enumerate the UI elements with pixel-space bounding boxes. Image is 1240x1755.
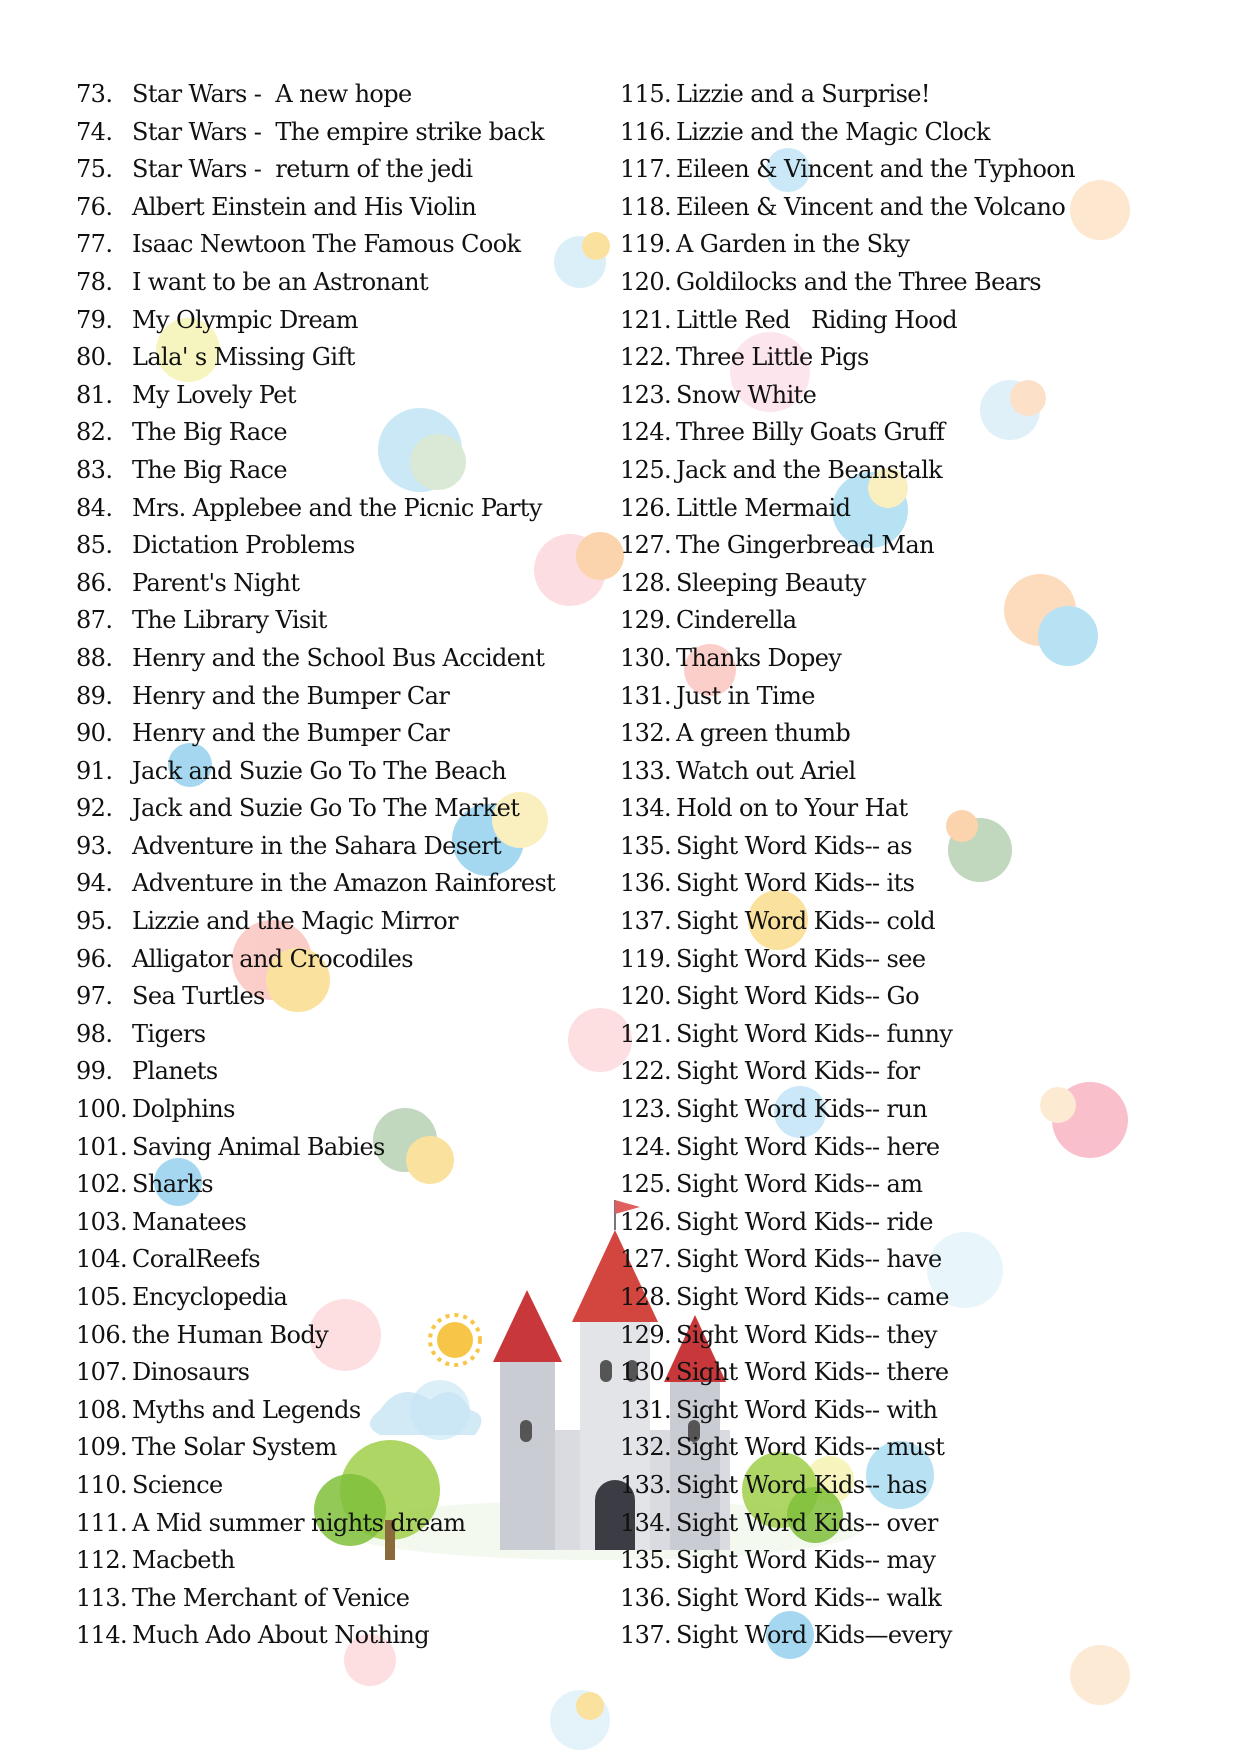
- item-number: 122.: [620, 343, 672, 372]
- item-title: Science: [132, 1470, 223, 1499]
- watercolor-dot: [1070, 1645, 1130, 1705]
- item-title: Lizzie and the Magic Mirror: [132, 907, 459, 936]
- item-title: Eileen & Vincent and the Typhoon: [676, 155, 1076, 184]
- item-number: 99.: [76, 1057, 113, 1086]
- item-number: 131.: [620, 681, 672, 710]
- item-title: Sight Word Kids-- here: [676, 1132, 940, 1161]
- item-number: 135.: [620, 1546, 672, 1575]
- list-item: [620, 1354, 1075, 1392]
- item-number: 90.: [76, 719, 113, 748]
- item-title: Jack and the Beanstalk: [676, 455, 943, 484]
- item-title: Sight Word Kids-- funny: [676, 1019, 953, 1048]
- list-item: [76, 114, 555, 152]
- list-item: [76, 1129, 555, 1167]
- item-number: 87.: [76, 606, 113, 635]
- item-title: My Olympic Dream: [132, 305, 358, 334]
- item-number: 129.: [620, 1320, 672, 1349]
- item-number: 132.: [620, 719, 672, 748]
- item-number: 119.: [620, 944, 672, 973]
- item-title: Henry and the Bumper Car: [132, 681, 450, 710]
- item-number: 130.: [620, 1358, 672, 1387]
- item-number: 133.: [620, 1470, 672, 1499]
- item-title: Dolphins: [132, 1095, 235, 1124]
- item-title: Sight Word Kids-- Go: [676, 982, 919, 1011]
- list-item: [620, 527, 1075, 565]
- item-number: 80.: [76, 343, 113, 372]
- list-item: [620, 76, 1075, 114]
- list-item: [620, 1580, 1075, 1618]
- item-number: 82.: [76, 418, 113, 447]
- item-number: 83.: [76, 455, 113, 484]
- item-number: 88.: [76, 643, 113, 672]
- item-title: I want to be an Astronant: [132, 267, 429, 296]
- item-number: 107.: [76, 1358, 128, 1387]
- list-item: [76, 1617, 555, 1655]
- list-item: [76, 865, 555, 903]
- item-title: Sight Word Kids-- have: [676, 1245, 942, 1274]
- item-number: 123.: [620, 380, 672, 409]
- list-item: [76, 1053, 555, 1091]
- item-number: 136.: [620, 1583, 672, 1612]
- item-number: 89.: [76, 681, 113, 710]
- item-title: The Merchant of Venice: [132, 1583, 410, 1612]
- list-item: [76, 1241, 555, 1279]
- list-item: [620, 678, 1075, 716]
- list-item: [620, 640, 1075, 678]
- item-number: 84.: [76, 493, 113, 522]
- item-number: 92.: [76, 794, 113, 823]
- item-title: Sight Word Kids-- am: [676, 1170, 923, 1199]
- item-number: 93.: [76, 831, 113, 860]
- list-item: [76, 1429, 555, 1467]
- item-number: 75.: [76, 155, 113, 184]
- list-item: [620, 941, 1075, 979]
- list-item: [620, 414, 1075, 452]
- list-item: [76, 377, 555, 415]
- list-item: [620, 1429, 1075, 1467]
- item-title: Sight Word Kids-- they: [676, 1320, 937, 1349]
- item-number: 98.: [76, 1019, 113, 1048]
- item-title: Little Red Riding Hood: [676, 305, 957, 334]
- list-item: [76, 1580, 555, 1618]
- list-item: [76, 1016, 555, 1054]
- item-title: Star Wars - A new hope: [132, 80, 412, 108]
- item-number: 132.: [620, 1433, 672, 1462]
- item-title: Macbeth: [132, 1546, 235, 1575]
- list-item: [620, 302, 1075, 340]
- item-title: The Big Race: [132, 455, 287, 484]
- item-number: 130.: [620, 643, 672, 672]
- item-title: Isaac Newtoon The Famous Cook: [132, 230, 521, 259]
- list-item: [76, 264, 555, 302]
- item-number: 95.: [76, 907, 113, 936]
- item-number: 116.: [620, 117, 672, 146]
- item-number: 117.: [620, 155, 672, 184]
- item-number: 126.: [620, 1207, 672, 1236]
- item-number: 113.: [76, 1583, 128, 1612]
- item-title: Eileen & Vincent and the Volcano: [676, 192, 1066, 221]
- item-title: Sight Word Kids-- with: [676, 1395, 938, 1424]
- item-title: The Big Race: [132, 418, 287, 447]
- item-number: 81.: [76, 380, 113, 409]
- list-item: [76, 1542, 555, 1580]
- book-list-left-column: [76, 76, 555, 1655]
- item-number: 78.: [76, 267, 113, 296]
- list-item: [620, 1016, 1075, 1054]
- list-item: [620, 1204, 1075, 1242]
- list-item: [620, 151, 1075, 189]
- item-title: Much Ado About Nothing: [132, 1621, 430, 1650]
- item-number: 134.: [620, 1508, 672, 1537]
- item-number: 106.: [76, 1320, 128, 1349]
- item-title: Encyclopedia: [132, 1283, 288, 1311]
- item-title: Sight Word Kids-- ride: [676, 1207, 933, 1236]
- item-number: 133.: [620, 756, 672, 785]
- list-item: [620, 339, 1075, 377]
- item-title: Adventure in the Amazon Rainforest: [132, 869, 556, 898]
- item-title: Lizzie and a Surprise!: [676, 80, 930, 108]
- item-title: Sleeping Beauty: [676, 568, 866, 597]
- item-title: My Lovely Pet: [132, 380, 296, 409]
- list-item: [620, 1241, 1075, 1279]
- item-number: 125.: [620, 1170, 672, 1199]
- item-title: Jack and Suzie Go To The Beach: [132, 756, 507, 785]
- item-number: 91.: [76, 756, 113, 785]
- list-item: [76, 978, 555, 1016]
- item-number: 137.: [620, 907, 672, 936]
- list-item: [76, 753, 555, 791]
- item-title: Sight Word Kids-- for: [676, 1057, 920, 1086]
- item-title: Star Wars - return of the jedi: [132, 155, 473, 184]
- list-item: [620, 1279, 1075, 1317]
- list-item: [620, 1617, 1075, 1655]
- item-number: 74.: [76, 117, 113, 146]
- item-title: Sight Word Kids-- there: [676, 1358, 949, 1387]
- item-title: Sight Word Kids-- has: [676, 1470, 927, 1499]
- list-item: [76, 226, 555, 264]
- item-title: Sight Word Kids-- over: [676, 1508, 938, 1537]
- list-item: [620, 1542, 1075, 1580]
- list-item: [76, 565, 555, 603]
- item-title: Sight Word Kids—every: [676, 1621, 952, 1650]
- list-item: [76, 715, 555, 753]
- list-item: [620, 903, 1075, 941]
- item-number: 134.: [620, 794, 672, 823]
- item-title: A Garden in the Sky: [676, 230, 910, 259]
- item-title: the Human Body: [132, 1320, 329, 1349]
- item-number: 85.: [76, 531, 113, 560]
- item-title: Just in Time: [676, 681, 815, 710]
- item-number: 111.: [76, 1508, 128, 1537]
- item-number: 124.: [620, 1132, 672, 1161]
- item-title: Albert Einstein and His Violin: [132, 192, 477, 221]
- item-number: 121.: [620, 305, 672, 334]
- item-number: 73.: [76, 80, 113, 108]
- item-number: 108.: [76, 1395, 128, 1424]
- item-number: 121.: [620, 1019, 672, 1048]
- item-number: 127.: [620, 531, 672, 560]
- item-title: Sight Word Kids-- run: [676, 1095, 928, 1124]
- item-number: 122.: [620, 1057, 672, 1086]
- item-number: 114.: [76, 1621, 128, 1650]
- list-item: [76, 1392, 555, 1430]
- item-title: CoralReefs: [132, 1245, 260, 1274]
- item-number: 112.: [76, 1546, 128, 1575]
- item-number: 110.: [76, 1470, 128, 1499]
- list-item: [620, 602, 1075, 640]
- item-title: Saving Animal Babies: [132, 1132, 385, 1161]
- list-item: [76, 414, 555, 452]
- item-number: 96.: [76, 944, 113, 973]
- item-number: 119.: [620, 230, 672, 259]
- item-title: Sight Word Kids-- its: [676, 869, 915, 898]
- watercolor-dot: [576, 532, 624, 580]
- list-item: [76, 1091, 555, 1129]
- list-item: [620, 226, 1075, 264]
- item-title: Henry and the School Bus Accident: [132, 643, 545, 672]
- list-item: [620, 452, 1075, 490]
- list-item: [76, 302, 555, 340]
- item-title: Sight Word Kids-- came: [676, 1283, 949, 1311]
- item-title: Sea Turtles: [132, 982, 265, 1011]
- list-item: [620, 1166, 1075, 1204]
- list-item: [76, 76, 555, 114]
- item-number: 97.: [76, 982, 113, 1011]
- list-item: [76, 339, 555, 377]
- list-item: [620, 377, 1075, 415]
- item-number: 79.: [76, 305, 113, 334]
- item-title: Three Little Pigs: [676, 343, 869, 372]
- item-title: Jack and Suzie Go To The Market: [132, 794, 520, 823]
- item-title: Sight Word Kids-- as: [676, 831, 912, 860]
- item-title: Tigers: [132, 1019, 206, 1048]
- list-item: [620, 978, 1075, 1016]
- item-title: Cinderella: [676, 606, 797, 635]
- item-number: 123.: [620, 1095, 672, 1124]
- item-title: Manatees: [132, 1207, 247, 1236]
- item-title: Sight Word Kids-- see: [676, 944, 926, 973]
- item-title: Alligator and Crocodiles: [132, 944, 413, 973]
- item-number: 120.: [620, 267, 672, 296]
- item-number: 102.: [76, 1170, 128, 1199]
- list-item: [76, 452, 555, 490]
- list-item: [76, 1505, 555, 1543]
- item-title: Lizzie and the Magic Clock: [676, 117, 990, 146]
- item-title: The Solar System: [132, 1433, 337, 1462]
- item-title: Sharks: [132, 1170, 213, 1199]
- item-number: 118.: [620, 192, 672, 221]
- list-item: [76, 790, 555, 828]
- item-title: Sight Word Kids-- cold: [676, 907, 936, 936]
- item-number: 135.: [620, 831, 672, 860]
- item-number: 131.: [620, 1395, 672, 1424]
- list-item: [76, 903, 555, 941]
- list-item: [620, 753, 1075, 791]
- list-item: [76, 151, 555, 189]
- item-number: 125.: [620, 455, 672, 484]
- item-number: 104.: [76, 1245, 128, 1274]
- list-item: [76, 640, 555, 678]
- item-title: Lala' s Missing Gift: [132, 343, 355, 372]
- list-item: [76, 1317, 555, 1355]
- item-number: 137.: [620, 1621, 672, 1650]
- watercolor-dot: [1070, 180, 1130, 240]
- item-title: Little Mermaid: [676, 493, 851, 522]
- list-item: [76, 1279, 555, 1317]
- item-title: Sight Word Kids-- may: [676, 1546, 936, 1575]
- item-title: Three Billy Goats Gruff: [676, 418, 945, 447]
- item-title: Adventure in the Sahara Desert: [132, 831, 502, 860]
- item-title: Snow White: [676, 380, 817, 409]
- item-number: 129.: [620, 606, 672, 635]
- item-title: A green thumb: [676, 719, 851, 748]
- item-title: Thanks Dopey: [676, 643, 842, 672]
- list-item: [76, 1467, 555, 1505]
- list-item: [620, 790, 1075, 828]
- item-title: Dictation Problems: [132, 531, 355, 560]
- item-title: Dinosaurs: [132, 1358, 250, 1387]
- watercolor-dot: [582, 232, 610, 260]
- item-title: Planets: [132, 1057, 218, 1086]
- list-item: [620, 865, 1075, 903]
- item-title: Parent's Night: [132, 568, 300, 597]
- list-item: [620, 565, 1075, 603]
- list-item: [620, 490, 1075, 528]
- item-number: 136.: [620, 869, 672, 898]
- list-item: [620, 1505, 1075, 1543]
- list-item: [620, 1317, 1075, 1355]
- item-title: Henry and the Bumper Car: [132, 719, 450, 748]
- item-number: 120.: [620, 982, 672, 1011]
- list-item: [620, 1091, 1075, 1129]
- list-item: [76, 1166, 555, 1204]
- list-item: [76, 527, 555, 565]
- list-item: [620, 1392, 1075, 1430]
- item-title: The Library Visit: [132, 606, 327, 635]
- item-number: 126.: [620, 493, 672, 522]
- item-title: A Mid summer nights dream: [132, 1508, 466, 1537]
- watercolor-dot: [576, 1692, 604, 1720]
- item-number: 94.: [76, 869, 113, 898]
- item-title: Mrs. Applebee and the Picnic Party: [132, 493, 542, 522]
- list-item: [76, 1354, 555, 1392]
- book-list-right-column: [620, 76, 1075, 1655]
- item-number: 101.: [76, 1132, 128, 1161]
- list-item: [620, 1129, 1075, 1167]
- item-title: Star Wars - The empire strike back: [132, 117, 544, 146]
- item-title: The Gingerbread Man: [676, 531, 934, 560]
- item-title: Hold on to Your Hat: [676, 794, 908, 823]
- list-item: [620, 189, 1075, 227]
- item-title: Goldilocks and the Three Bears: [676, 267, 1041, 296]
- item-title: Watch out Ariel: [676, 756, 856, 785]
- item-number: 103.: [76, 1207, 128, 1236]
- item-title: Sight Word Kids-- must: [676, 1433, 945, 1462]
- list-item: [76, 602, 555, 640]
- list-item: [620, 1467, 1075, 1505]
- list-item: [76, 828, 555, 866]
- item-number: 115.: [620, 80, 672, 108]
- list-item: [620, 715, 1075, 753]
- item-number: 77.: [76, 230, 113, 259]
- list-item: [76, 490, 555, 528]
- item-number: 100.: [76, 1095, 128, 1124]
- list-item: [620, 264, 1075, 302]
- list-item: [76, 1204, 555, 1242]
- list-item: [76, 189, 555, 227]
- item-number: 86.: [76, 568, 113, 597]
- list-item: [76, 678, 555, 716]
- item-number: 128.: [620, 568, 672, 597]
- item-number: 109.: [76, 1433, 128, 1462]
- list-item: [620, 828, 1075, 866]
- item-number: 124.: [620, 418, 672, 447]
- list-item: [76, 941, 555, 979]
- item-title: Sight Word Kids-- walk: [676, 1583, 942, 1612]
- item-number: 76.: [76, 192, 113, 221]
- item-number: 105.: [76, 1283, 128, 1311]
- list-item: [620, 1053, 1075, 1091]
- item-title: Myths and Legends: [132, 1395, 361, 1424]
- list-item: [620, 114, 1075, 152]
- item-number: 127.: [620, 1245, 672, 1274]
- item-number: 128.: [620, 1283, 672, 1311]
